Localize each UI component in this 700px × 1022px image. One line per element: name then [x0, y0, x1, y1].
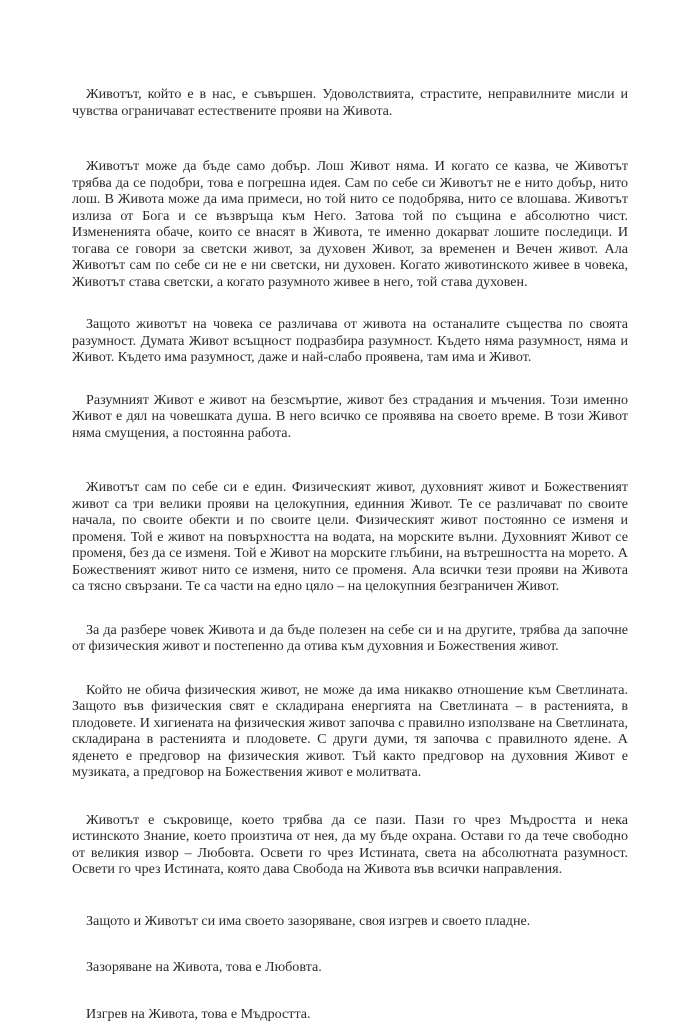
paragraph-life-good: Животът може да бъде само добър. Лош Живот няма. И когато се казва, че Животът трябва да се подобри, това е погрешна идея. Сам по себе си Животът не е нито добър, нито лош. В Живота може да има примеси, но той нито се подобрява, нито се влошава. Животът излиза от Бога и се възвръща към Него. Затова той по същина е абсолютно чист. Измененията обаче, които се внасят в Живота, те именно докарват лошите последици. И тогава се говори за светски живот, за духовен Живот, за временен и Вечен живот. Ала Животът сам по себе си не е ни светски, ни духовен. Когато животинското живее в човека, Животът става светски, а когато разумното живее в него, той става духовен.: [72, 158, 628, 290]
paragraph-physical-life: Който не обича физическия живот, не може да има никакво отношение към Светлината. Защото във физическия свят е складирана енергията на Светлината – в растенията, в плодовете. И хигиената на физическия живот започва с правилно използване на Светлината, складирана в растенията и плодовете. С други думи, тя започва с правилното ядене. А яденето е предговор на физическия живот. Тъй както предговор на духовния Живот е музиката, а предговор на Божествения живот е молитвата.: [72, 682, 628, 781]
paragraph-life-one: Животът сам по себе си е един. Физическият живот, духовният живот и Божественият живот са три велики прояви на целокупния, единния Живот. Те се различават по своите начала, по своите обекти и по своите цели. Физическият живот постоянно се изменя и променя. Той е живот на повърхността на водата, на морските вълни. Духовният Живот се променя, без да се изменя. Той е Живот на морските глъбини, на вътрешността на морето. А Божественият живот нито се изменя, нито се променя. Ала всички тези прояви на Живота са тясно свързани. Те са части на едно цяло – на целокупния безграничен Живот.: [72, 479, 628, 595]
document-body: [72, 86, 628, 1022]
paragraph-treasure: Животът е съкровище, което трябва да се пази. Пази го чрез Мъдростта и нека истинското Знание, което произтича от нея, да му бъде охрана. Остави го да тече свободно от великия извор – Любовта. Освети го чрез Истината, света на абсолютната разумност. Освети го чрез Истината, която дава Свобода на Живота във всички направления.: [72, 812, 628, 878]
paragraph-reasonable-life: Разумният Живот е живот на безсмъртие, живот без страдания и мъчения. Този именно Живот е дял на човешката душа. В него всичко се проявява на своето време. В този Живот няма смущения, а постоянна работа.: [72, 392, 628, 442]
paragraph-perfect-life: Животът, който е в нас, е съвършен. Удоволствията, страстите, неправилните мисли и чувства ограничават естествените прояви на Живота.: [72, 86, 628, 119]
paragraph-dawn-love: Зазоряване на Живота, това е Любовта.: [72, 959, 628, 976]
paragraph-dawn-sunrise-noon: Защото и Животът си има своето зазоряване, своя изгрев и своето пладне.: [72, 913, 628, 930]
paragraph-reason: Защото животът на човека се различава от живота на останалите същества по своята разумност. Думата Живот всъщност подразбира разумност. Където няма разумност, няма и Живот. Където има разумност, даже и най-слабо проявена, там има и Живот.: [72, 316, 628, 366]
paragraph-understand-life: За да разбере човек Живота и да бъде полезен на себе си и на другите, трябва да започне от физическия живот и постепенно да отива към духовния и Божествения живот.: [72, 622, 628, 655]
paragraph-sunrise-wisdom: Изгрев на Живота, това е Мъдростта.: [72, 1006, 628, 1022]
